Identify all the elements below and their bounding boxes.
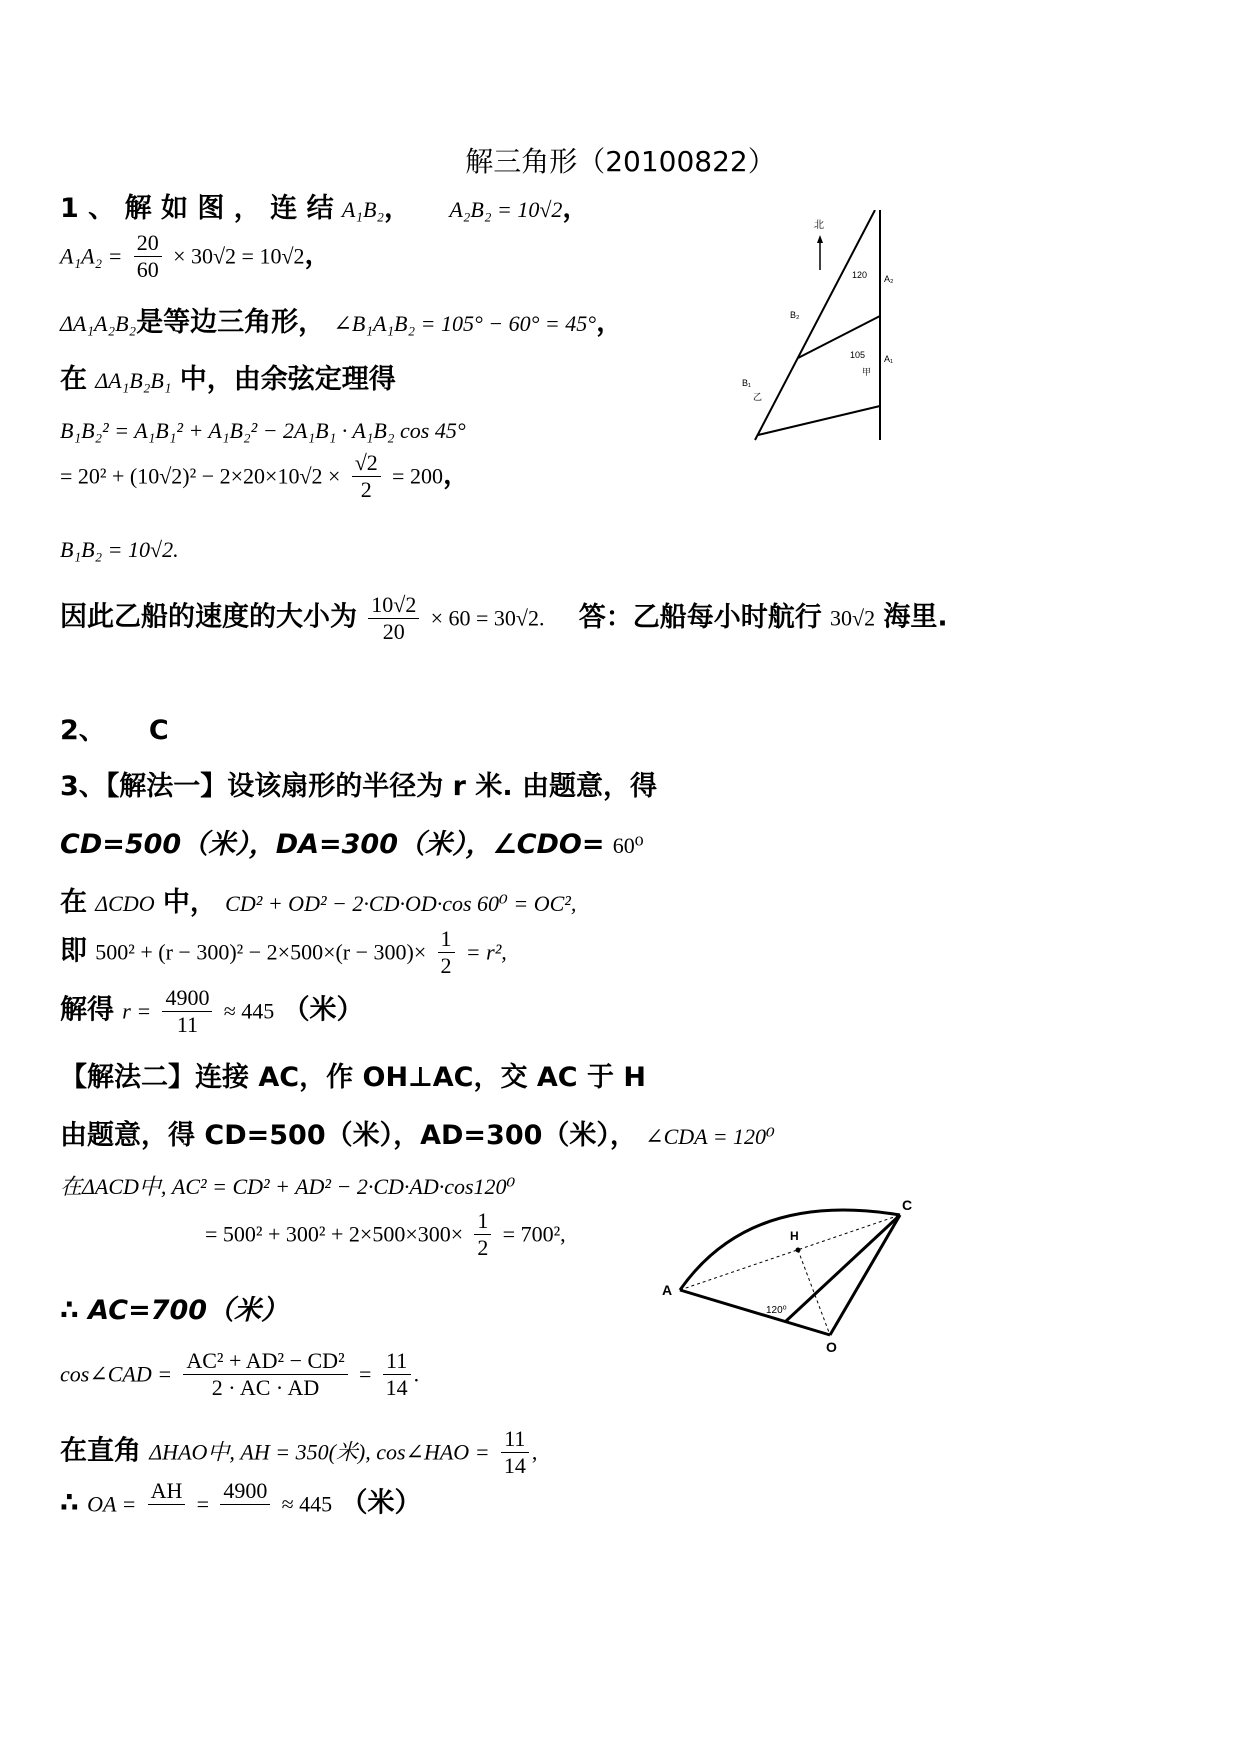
q3-text: （米）: [340, 1487, 422, 1519]
q3-line-1: [60, 764, 657, 803]
q3-math: CD² + OD² − 2·CD·OD·cos 60⁰ = OC²,: [225, 891, 577, 916]
q1-text: 中，由余弦定理得: [179, 364, 396, 395]
ship-yi-label: 乙: [753, 392, 763, 402]
denominator: 14: [503, 1453, 526, 1478]
point-a1-label: A₁: [884, 354, 894, 364]
north-arrow-head: [817, 235, 823, 243]
point-b1-label: B₁: [742, 378, 752, 388]
q1-math: A₁B₂: [341, 197, 385, 222]
q1-math: 30√2: [830, 605, 876, 631]
q3-line-12: [60, 1426, 537, 1479]
denominator: 2: [360, 477, 372, 502]
q3-line-7: [60, 1113, 775, 1152]
q3-math: ∠CDA = 120⁰: [645, 1124, 775, 1149]
q3-math: ≈ 445: [223, 998, 275, 1024]
denominator: 11: [176, 1012, 199, 1037]
ship-path-line: [755, 210, 875, 440]
q3-text: 在直角: [60, 1435, 141, 1467]
q1-math: A₁A₂ =: [60, 243, 123, 269]
q1-line-8: [60, 592, 948, 645]
segment-oh: [798, 1250, 830, 1335]
q1-math: B₁B₂ = 10√2.: [60, 537, 179, 562]
q1-line-7: [60, 534, 179, 564]
fraction: [438, 926, 455, 979]
q1-text: 海里.: [883, 601, 948, 633]
fraction: [134, 230, 162, 283]
q1-line-4: [60, 357, 396, 396]
point-h-label: H: [790, 1229, 799, 1243]
ship-path-line: [798, 316, 880, 358]
numerator: 4900: [220, 1478, 270, 1505]
numerator: AH: [148, 1478, 186, 1505]
q1-math: ΔA₁B₂B₁: [95, 368, 172, 393]
q3-math: ΔCDO: [95, 891, 155, 916]
point-a-label: A: [662, 1282, 673, 1298]
numerator: 1: [438, 926, 455, 953]
q3-math: 500² + (r − 300)² − 2×500×(r − 300)×: [95, 939, 427, 965]
denominator: 20: [382, 619, 405, 644]
q3-math: r =: [122, 998, 152, 1024]
q3-text: CD=500（米），DA=300（米），∠CDO=: [60, 829, 605, 860]
q1-sep: ，: [304, 239, 332, 271]
q1-line-5: [60, 415, 466, 445]
q1-math: ∠B₁A₁B₂ = 105° − 60° = 45°: [333, 311, 597, 336]
q3-math: OA =: [87, 1491, 137, 1517]
q1-text: 答：乙船每小时航行: [578, 601, 822, 633]
segment-dc: [785, 1215, 900, 1322]
numerator: 11: [501, 1426, 529, 1453]
q3-line-4: [60, 926, 507, 979]
q3-text: （米）: [282, 994, 364, 1026]
q1-sep: ，: [442, 459, 470, 491]
q2-line: [60, 708, 169, 747]
q3-math: = 700²,: [502, 1221, 566, 1247]
q3-math: ,: [531, 1439, 538, 1465]
q1-math: × 30√2 = 10√2: [173, 243, 305, 269]
q1-math: ΔA₁A₂B₂: [60, 311, 137, 336]
fraction: [148, 1478, 186, 1531]
q3-math: 在ΔACD中, AC² = CD² + AD² − 2·CD·AD·cos120⁰: [60, 1174, 516, 1199]
sector-diagram: [640, 1180, 940, 1360]
q3-text: 解得: [60, 994, 114, 1026]
numerator: 20: [134, 230, 162, 257]
q3-text: 【解法二】连接 AC，作 OH⊥AC，交 AC 于 H: [60, 1062, 646, 1093]
q3-math: =: [358, 1361, 372, 1387]
numerator: √2: [352, 450, 381, 477]
numerator: 11: [383, 1348, 411, 1375]
q1-sep: ，: [596, 307, 624, 338]
q3-line-6: [60, 1055, 646, 1094]
q3-text: 即: [60, 935, 87, 967]
q2-answer: C: [148, 715, 169, 746]
ship-diagram: [720, 210, 920, 450]
q3-text: 中，: [162, 887, 217, 918]
north-label: 北: [814, 220, 824, 231]
q1-text: 在: [60, 364, 87, 395]
q1-sep: ，: [384, 193, 412, 224]
angle-label: 120⁰: [766, 1305, 787, 1316]
fraction: [352, 450, 381, 503]
denominator: 2: [477, 1235, 489, 1260]
q3-line-2: [60, 822, 644, 861]
q3-math: = 500² + 300² + 2×500×300×: [205, 1221, 464, 1247]
segment-oc: [830, 1215, 900, 1335]
q1-text: 是等边三角形，: [136, 307, 326, 338]
angle-120-label: 120: [852, 270, 868, 280]
point-o-label: O: [826, 1339, 837, 1355]
q3-line-8: [60, 1170, 515, 1201]
q3-math: ≈ 445: [281, 1491, 333, 1517]
sector-arc: [680, 1210, 900, 1290]
q3-math: cos∠CAD =: [60, 1361, 173, 1387]
q3-text: 3、【解法一】设该扇形的半径为 r 米. 由题意，得: [60, 771, 658, 802]
q1-math: = 200: [392, 463, 443, 489]
q1-math: B₁B₂² = A₁B₁² + A₁B₂² − 2A₁B₁ · A₁B₂ cos 45°: [60, 418, 466, 443]
numerator: 4900: [162, 985, 212, 1012]
q3-math: = r²,: [465, 939, 507, 965]
q3-math: ΔHAO中, AH = 350(米), cos∠HAO =: [149, 1439, 490, 1465]
fraction: [368, 592, 419, 645]
denominator: 2: [440, 953, 452, 978]
q3-text: 由题意，得 CD=500（米），AD=300（米），: [60, 1120, 637, 1151]
q3-math: .: [413, 1361, 420, 1387]
fraction: [162, 985, 212, 1038]
q3-text: 在: [60, 887, 87, 918]
q3-line-10: [60, 1288, 288, 1327]
point-h: [796, 1248, 801, 1253]
q3-math: =: [196, 1491, 210, 1517]
fraction: [474, 1208, 491, 1261]
q1-line-6: [60, 450, 470, 503]
angle-105-label: 105: [850, 350, 866, 360]
point-b2-label: B₂: [790, 310, 800, 320]
q3-text: ∴: [60, 1487, 79, 1519]
fraction: [501, 1426, 529, 1479]
numerator: 10√2: [368, 592, 419, 619]
q1-line-2: [60, 230, 332, 283]
q3-line-13: [60, 1478, 421, 1531]
q1-text: 因此乙船的速度的大小为: [60, 601, 357, 633]
q1-line-1: [60, 186, 589, 225]
denominator: 14: [385, 1375, 408, 1400]
denominator: 60: [136, 257, 159, 282]
ship-jia-label: 甲: [862, 367, 872, 377]
q3-line-11: [60, 1348, 419, 1401]
q1-math: × 60 = 30√2.: [430, 605, 545, 631]
q3-line-3: [60, 880, 576, 919]
q2-label: 2、: [60, 715, 106, 746]
q1-intro: 1 、 解 如 图 ， 连 结: [60, 193, 334, 224]
fraction: [183, 1348, 347, 1401]
q3-line-9: [205, 1208, 566, 1261]
q3-line-5: [60, 985, 364, 1038]
point-a2-label: A₂: [884, 274, 894, 284]
q3-text: ∴ AC=700（米）: [60, 1295, 289, 1326]
page-title: 解三角形（20100822）: [465, 145, 776, 178]
point-c-label: C: [902, 1197, 913, 1213]
q1-math: A₂B₂ = 10√2: [449, 197, 563, 222]
q1-sep: ，: [562, 193, 590, 224]
denominator: 2 · AC · AD: [211, 1375, 320, 1400]
q3-math: 60⁰: [612, 833, 644, 858]
numerator: 1: [474, 1208, 491, 1235]
segment-ad: [680, 1290, 830, 1335]
fraction: [220, 1478, 270, 1531]
q1-line-3: [60, 300, 623, 339]
ship-path-line: [758, 406, 880, 435]
numerator: AC² + AD² − CD²: [183, 1348, 347, 1375]
fraction: [383, 1348, 411, 1401]
q1-math: = 20² + (10√2)² − 2×20×10√2 ×: [60, 463, 341, 489]
